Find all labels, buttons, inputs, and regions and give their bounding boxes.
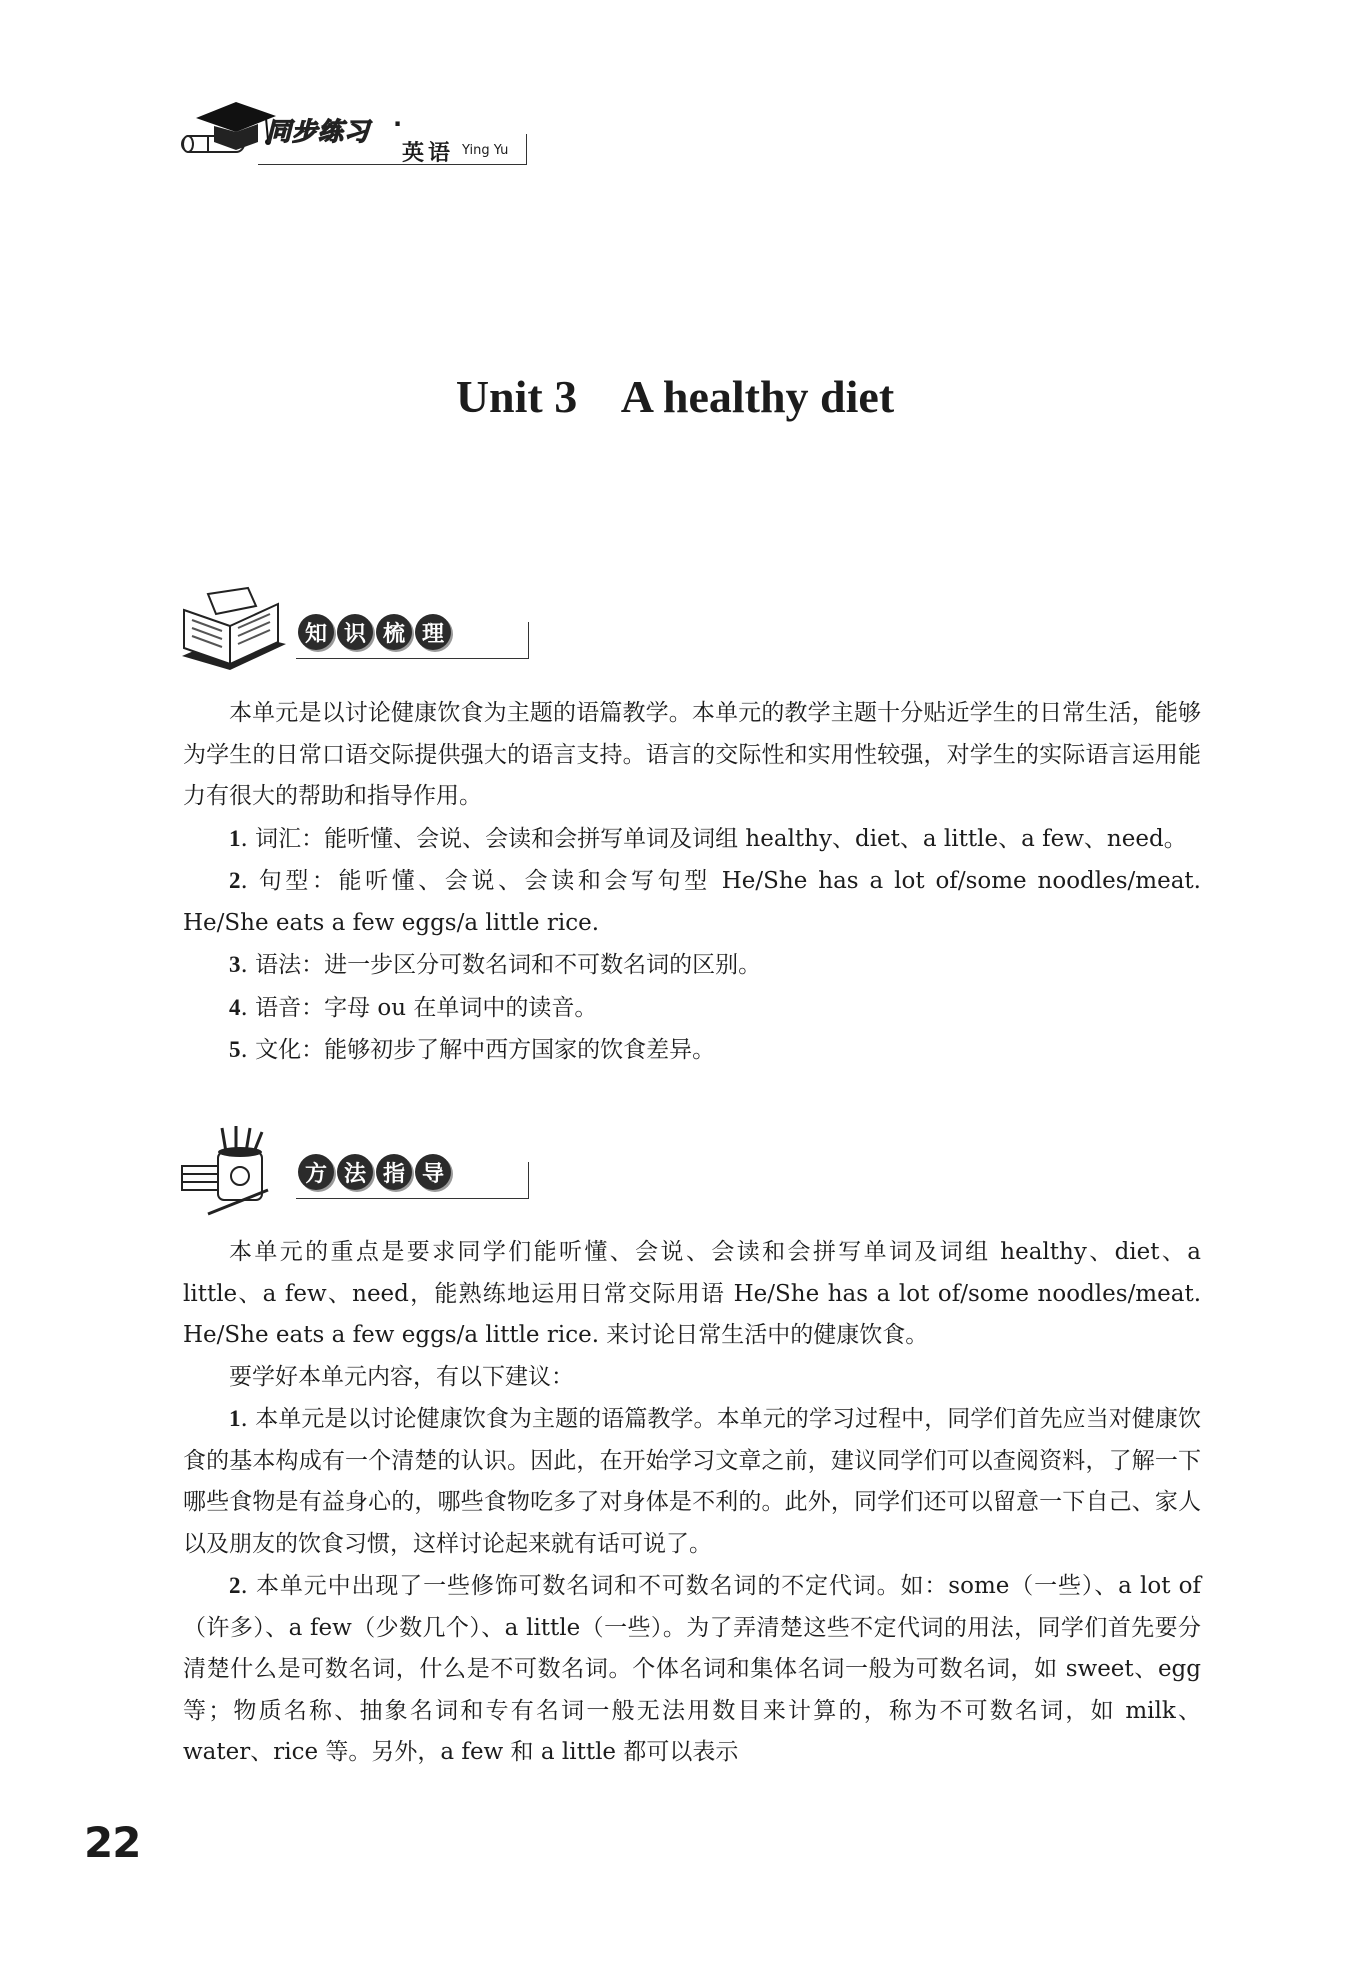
item-text: . 本单元是以讨论健康饮食为主题的语篇教学。本单元的学习过程中，同学们首先应当对健康饮食的基本构成有一个清楚的认识。因此，在开始学习文章之前，建议同学们可以查阅资料，了解一下哪些食物是有益身心的，哪些食物吃多了对身体是不利的。此外，同学们还可以留意一下自己、家人以及朋友的饮食习惯，这样讨论起来就有话可说了。 bbox=[183, 1406, 1201, 1557]
section-badge: 指 bbox=[376, 1154, 412, 1190]
section-badge: 梳 bbox=[376, 614, 412, 650]
book-icon bbox=[178, 586, 288, 676]
section2-item bbox=[183, 1398, 1201, 1565]
item-text: . 语法：进一步区分可数名词和不可数名词的区别。 bbox=[240, 952, 762, 978]
section1-item bbox=[183, 944, 1201, 987]
section-badge: 知 bbox=[298, 614, 334, 650]
item-number: 4 bbox=[229, 994, 241, 1020]
item-number: 1 bbox=[229, 825, 241, 851]
item-text: . 语音：字母 ou 在单词中的读音。 bbox=[240, 994, 598, 1021]
item-number: 3 bbox=[229, 952, 241, 977]
item-number: 5 bbox=[229, 1037, 241, 1062]
section-badge: 方 bbox=[298, 1154, 334, 1190]
section1-item bbox=[183, 860, 1201, 944]
section1-item bbox=[183, 818, 1201, 861]
section-badges bbox=[298, 614, 451, 650]
item-text: . 本单元中出现了一些修饰可数名词和不可数名词的不定代词。如：some（一些）、a lot of（许多）、a few（少数几个）、a little（一些）。为了弄清楚这些不定代词的用法，同学们首先要分清楚什么是可数名词，什么是不可数名词。个体名词和集体名词一般为可数名词，如 sweet、egg 等；物质名称、抽象名词和专有名词一般无法用数目来计算的，称为不可数名词，如 milk、water、rice 等。另外，a few 和 a little 都可以表示 bbox=[183, 1573, 1201, 1765]
section1-intro: 本单元是以讨论健康饮食为主题的语篇教学。本单元的教学主题十分贴近学生的日常生活，能够为学生的日常口语交际提供强大的语言支持。语言的交际性和实用性较强，对学生的实际语言运用能力有很大的帮助和指导作用。 bbox=[183, 700, 1201, 809]
item-number: 1 bbox=[229, 1406, 241, 1431]
subject-pinyin: Ying Yu bbox=[462, 143, 509, 158]
section-header-knowledge bbox=[178, 586, 538, 676]
item-text: . 文化：能够初步了解中西方国家的饮食差异。 bbox=[240, 1037, 716, 1063]
series-title: 同步练习 bbox=[266, 117, 371, 146]
item-number: 2 bbox=[229, 1573, 241, 1598]
pencil-cup-icon bbox=[178, 1126, 288, 1216]
item-text: . 词汇：能听懂、会说、会读和会拼写单词及词组 healthy、diet、a little、a few、need。 bbox=[240, 825, 1187, 852]
section1-body bbox=[183, 693, 1201, 1072]
item-text: . 句型：能听懂、会说、会读和会写句型 He/She has a lot of/some noodles/meat. He/She eats a few eggs/a little rice. bbox=[183, 868, 1201, 936]
section-badge: 法 bbox=[337, 1154, 373, 1190]
section2-para2: 要学好本单元内容，有以下建议： bbox=[229, 1363, 574, 1390]
page-title: Unit 3 A healthy diet bbox=[455, 371, 895, 422]
section-header-method bbox=[178, 1126, 538, 1216]
item-number: 2 bbox=[229, 868, 241, 893]
section1-item bbox=[183, 987, 1201, 1030]
section2-para1: 本单元的重点是要求同学们能听懂、会说、会读和会拼写单词及词组 healthy、diet、a little、a few、need，能熟练地运用日常交际用语 He/She has a lot of/some noodles/meat. He/She eats a few eggs/a little rice. 来讨论日常生活中的健康饮食。 bbox=[183, 1239, 1201, 1348]
section-badge: 识 bbox=[337, 614, 373, 650]
subject-label: 英语 bbox=[402, 141, 455, 166]
header-dot: · bbox=[393, 110, 403, 138]
section-badges bbox=[298, 1154, 451, 1190]
page-header bbox=[178, 96, 538, 176]
section-badge: 理 bbox=[415, 614, 451, 650]
section2-item bbox=[183, 1565, 1201, 1774]
section-badge: 导 bbox=[415, 1154, 451, 1190]
section1-item bbox=[183, 1029, 1201, 1072]
section2-body bbox=[183, 1232, 1201, 1774]
page-number: 22 bbox=[84, 1818, 141, 1867]
